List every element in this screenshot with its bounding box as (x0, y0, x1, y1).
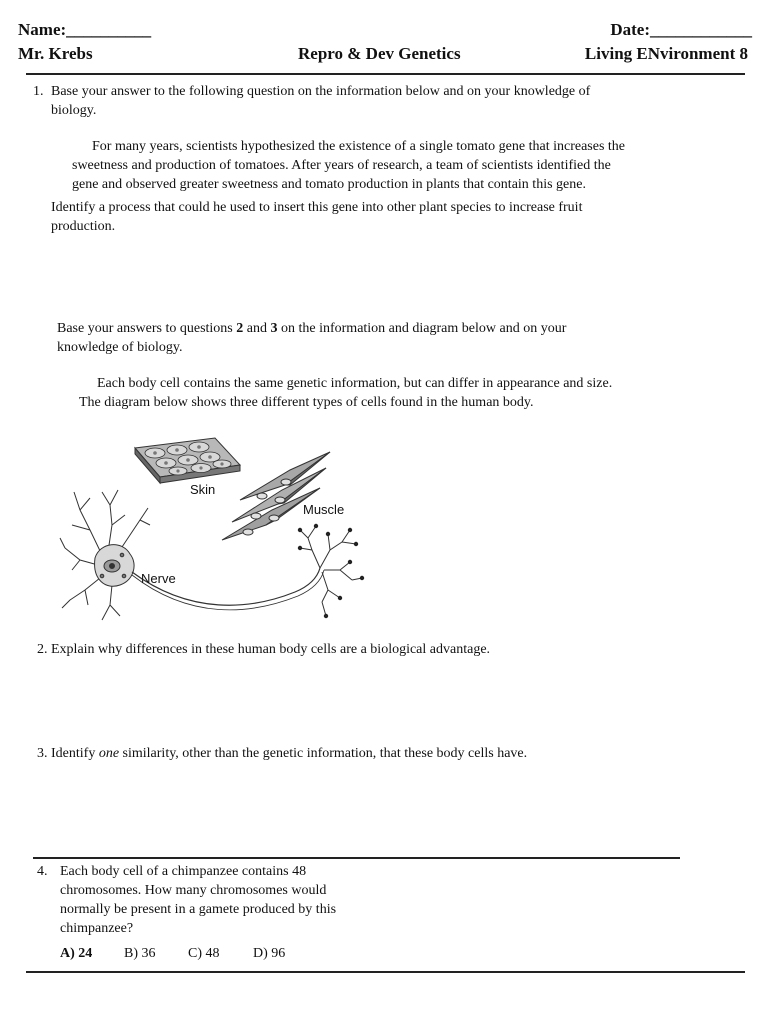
answer-choice-c-letter: C) (188, 946, 202, 961)
q23-intro-line-2: knowledge of biology. (57, 340, 183, 355)
answer-choice-b-value: 36 (141, 946, 156, 961)
q23-question-ref-2: 2 (236, 321, 244, 336)
footer-divider (26, 971, 745, 973)
skin-cell-illustration (135, 438, 240, 483)
question-3-emphasis: one (98, 746, 120, 761)
question-1-intro-line-1: Base your answer to the following question on the information below and on your knowledge of (51, 84, 591, 99)
header-divider (26, 73, 745, 75)
unit-title: Repro & Dev Genetics (298, 44, 461, 63)
question-4-number: 4. (37, 864, 48, 879)
question-1-passage-line-1: For many years, scientists hypothesized the existence of a single tomato gene that increases the (92, 139, 626, 154)
q23-passage-line-2: The diagram below shows three different types of cells found in the human body. (79, 395, 534, 410)
question-1-passage-line-2: sweetness and production of tomatoes. After years of research, a team of scientists identified the (72, 158, 611, 173)
answer-choice-b-letter: B) (124, 946, 138, 961)
q23-intro-line-1 (57, 319, 566, 338)
question-4-line-1: Each body cell of a chimpanzee contains 48 (60, 864, 307, 879)
skin-label: Skin (190, 482, 216, 497)
answer-choice-c-value: 48 (205, 946, 220, 961)
question-3-text (37, 744, 527, 763)
q23-intro-text-b: and (243, 321, 271, 336)
body-cells-diagram (50, 430, 370, 640)
answer-choice-d-value: 96 (271, 946, 286, 961)
question-4-top-divider (33, 857, 680, 859)
question-1-prompt-line-1: Identify a process that could he used to insert this gene into other plant species to increase fruit (51, 200, 583, 215)
name-field-label: Name:__________ (18, 20, 152, 39)
question-3-text-b: similarity, other than the genetic information, that these body cells have. (119, 746, 528, 761)
answer-choice-a-letter: A) (60, 946, 75, 961)
question-4-line-3: normally be present in a gamete produced by this (60, 902, 337, 917)
answer-choice-d-letter: D) (253, 946, 268, 961)
date-field-label: Date:____________ (610, 20, 752, 39)
course-title: Living ENvironment 8 (584, 44, 748, 63)
question-1-prompt-line-2: production. (51, 219, 116, 234)
answer-choice-a-value: 24 (78, 946, 93, 961)
q23-intro-text-c: on the information and diagram below and on your (277, 321, 567, 336)
question-4-line-4: chimpanzee? (60, 921, 134, 936)
question-1-number: 1. (33, 84, 44, 99)
answer-choice-d[interactable] (253, 944, 285, 963)
answer-choice-b[interactable] (124, 944, 156, 963)
q23-passage-line-1: Each body cell contains the same genetic information, but can differ in appearance and size. (97, 376, 613, 391)
question-3-text-a: 3. Identify (37, 746, 99, 761)
nerve-label: Nerve (141, 571, 176, 586)
answer-choice-a[interactable] (60, 944, 92, 963)
question-2-text: 2. Explain why differences in these human body cells are a biological advantage. (37, 642, 491, 657)
q23-question-ref-3: 3 (270, 321, 278, 336)
question-4-line-2: chromosomes. How many chromosomes would (60, 883, 327, 898)
question-1-intro-line-2: biology. (51, 103, 97, 118)
question-1-passage-line-3: gene and observed greater sweetness and tomato production in plants that contain this gene. (72, 177, 586, 192)
teacher-name: Mr. Krebs (18, 44, 93, 63)
answer-choice-c[interactable] (188, 944, 220, 963)
q23-intro-text-a: Base your answers to questions (57, 321, 237, 336)
muscle-label: Muscle (303, 502, 345, 517)
